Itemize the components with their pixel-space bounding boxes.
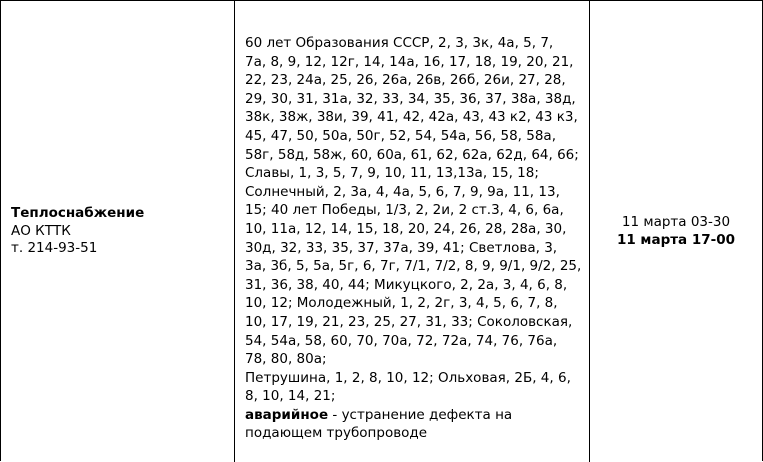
company-phone: т. 214-93-51 bbox=[11, 240, 98, 256]
outage-period bbox=[590, 213, 762, 249]
outage-start: 11 марта 03-30 bbox=[621, 214, 731, 230]
provider-info bbox=[11, 205, 144, 258]
outage-reason-text: - устранение дефекта на подающем трубопроводе bbox=[245, 406, 513, 442]
outage-end: 11 марта 17-00 bbox=[616, 232, 736, 248]
addresses-cell bbox=[235, 1, 590, 462]
time-cell bbox=[590, 1, 762, 462]
provider-cell bbox=[1, 1, 235, 462]
addresses-info bbox=[245, 34, 585, 443]
service-type: Теплоснабжение bbox=[11, 205, 145, 221]
company-name: АО КТТК bbox=[11, 222, 71, 239]
outage-reason-label: аварийное bbox=[245, 406, 329, 423]
address-list: 60 лет Образования СССР, 2, 3, 3к, 4а, 5, 7, 7а, 8, 9, 12, 12г, 14, 14а, 16, 17, 18, 19, 20, 21, 22, 23, 24а, 25, 26, 26а, 26в, 26б, 26и, 27, 28, 29, 30, 31, 31а, 32, 33, 34, 35, 36, 37, 38а, 38д, 38к, 38ж, 38и, 39, 41, 42, 42а, 43, 43 к2, 43 к3, 45, 47, 50, 50а, 50г, 52, 54, 54а, 56, 58, 58а, 58г, 58д, 58ж, 60, 60а, 61, 62, 62а, 62д, 64, 66; Славы, 1, 3, 5, 7, 9, 10, 11, 13,13а, 15, 18; Солнечный, 2, 3а, 4, 4а, 5, 6, 7, 9, 9а, 11, 13, 15; 40 лет Победы, 1/3, 2, 2и, 2 ст.3, 4, 6, 6а, 10, 11а, 12, 14, 15, 18, 20, 24, 26, 28, 28а, 30, 30д, 32, 33, 35, 37, 37а, 39, 41; Светлова, 3, 3а, 3б, 5, 5а, 5г, 6, 7г, 7/1, 7/2, 8, 9, 9/1, 9/2, 25, 31, 36, 38, 40, 44; Микуцкого, 2, 2а, 3, 4, 6, 8, 10, 12; Молодежный, 1, 2, 2г, 3, 4, 5, 6, 7, 8, 10, 17, 19, 21, 23, 25, 27, 31, 33; Соколовская, 54, 54а, 58, 60, 70, 70а, 72, 72а, 74, 76, 76а, 78, 80, 80а; Петрушина, 1, 2, 8, 10, 12; Ольховая, 2Б, 4, 6, 8, 10, 14, 21; bbox=[245, 35, 582, 405]
